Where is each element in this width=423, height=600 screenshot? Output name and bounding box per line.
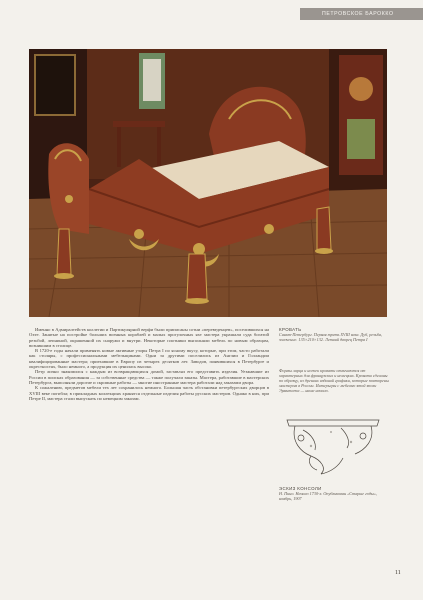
- sketch-caption: [279, 486, 389, 501]
- page-number: 11: [395, 570, 401, 576]
- paragraph: Именно в Адмиралтейств коллегии и Партикулярной верфи были приписаны сотни «переведенцев», поселившихся на Охте. Занятые на постройке больших военных кораблей и малых прогулочных яхт мастера украшали суда богатой резьбой, лепниной, окрашенной их снаружи и внутри. Некоторые плотники выполняли мебель по новым образцам, возникшим в столице.: [29, 327, 269, 348]
- console-sketch: [281, 412, 385, 478]
- note-caption: [279, 368, 389, 393]
- paragraph: Петр лично знакомился с каждым из возвращающихся домой, заставлял его представить изделия. Уезжавшие из России в поисках образования — за собственные средства — также получали заказы. Мастера, работавшие в мастерских Петербурга, выполняли дорогие и скромные работы — многие иностранные мастера работали над заказами двора.: [29, 369, 269, 385]
- paragraph: К сожалению, предметов мебели тех лет сохранилось немного. Большая часть обстановки петербургских дворцов в XVIII веке погибла; в прикладных коллекциях хранятся отдельные изделия работы русских мастеров. Однако в них, при Петре II, мастера стали выпускать по немецким заказам.: [29, 385, 269, 401]
- running-header: ПЕТРОВСКОЕ БАРОККО: [300, 8, 423, 20]
- paragraph: В 1720-е годы начали применять новые активные узоры Петра I по ясному вкусу, которые, при этом, часто работали как столяры, с профессиональными мебельщиками. Одни за другими поселились из Англии и Голландии квалифицированные мастера; приехавшие в Европу из четырех десятков лет. Заводов, появившихся в Петербурге и окрестностях, было немного, а продукция их ценилась высоко.: [29, 348, 269, 370]
- caption-body: Н. Пино. Начало 1730-х. Опубликован «Старые годы», ноябрь, 1907: [279, 491, 377, 501]
- caption-body: Формы ларца и ножек кровати отличаются от характерных для французских и немецких. Кровати сделаны по образцу, из древних изданий графики, которые повторены мастером в России. Интерьеры с мебелью этой эпохи Эрмитажа — наше начало.: [279, 368, 389, 393]
- caption-title: КРОВАТЬ: [279, 327, 302, 332]
- article-body: [29, 327, 269, 401]
- caption-title: ЭСКИЗ КОНСОЛИ: [279, 486, 322, 491]
- caption-body: Санкт-Петербург. Первая треть XVIII века. Дуб, резьба, золочение. 135×210×132. Летний дворец Петра I: [279, 332, 382, 342]
- bed-caption: [279, 327, 389, 342]
- bed-photograph: [29, 49, 387, 317]
